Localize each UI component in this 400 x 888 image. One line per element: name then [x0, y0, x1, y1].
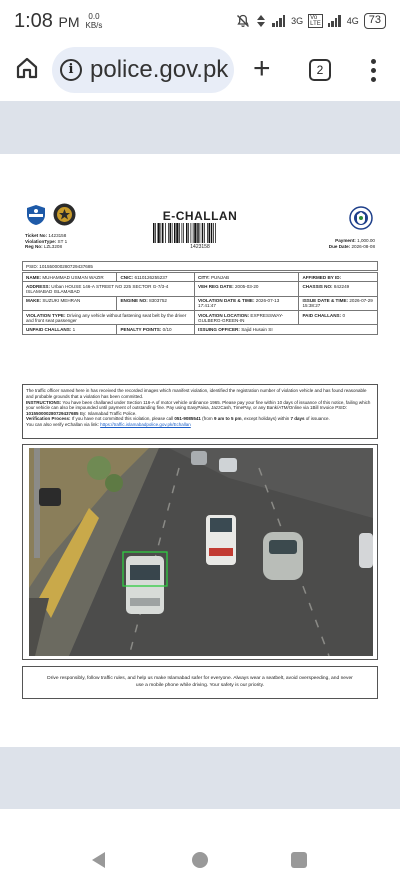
browser-toolbar: [0, 42, 400, 100]
mute-icon: [236, 14, 250, 28]
signal-icon: [328, 15, 342, 27]
barcode-bar: [197, 223, 199, 243]
details-row: [22, 272, 378, 282]
details-cell: VIOLATION LOCATION: EXPRESSWAY-GULBERG-GREEN-IN: [195, 311, 299, 324]
psid-box: [22, 261, 378, 271]
echallan-verify-link[interactable]: https://traffic.islamabadpolice.gov.pk/Echallan: [100, 422, 191, 428]
barcode-bar: [162, 223, 164, 243]
net-speed: 0.0 KB/s: [85, 12, 103, 30]
violation-photo-frame: [22, 444, 378, 660]
battery-indicator: 73: [364, 13, 386, 29]
network-type-label: 4G: [346, 16, 359, 26]
barcode-bar: [211, 223, 213, 243]
clock: 1:08 PM: [14, 9, 80, 32]
details-cell: NAME: MUHAMMAD USMAN WAZIR: [23, 273, 117, 281]
details-cell: VIOLATION TYPE: Driving any vehicle without fastening seat belt by the driver and front seat passenger: [23, 311, 195, 324]
plus-icon[interactable]: +: [253, 52, 271, 85]
payment-info: Payment: 1,000.00 Due Date: 2026-08-08: [328, 238, 375, 249]
barcode-bar: [200, 223, 201, 243]
page-margin-top: [0, 101, 400, 154]
barcode-bar: [209, 223, 211, 243]
status-bar: [0, 0, 400, 42]
barcode-number: 1423158: [190, 244, 210, 250]
e-challan-document: [0, 154, 400, 747]
details-row: [22, 311, 378, 325]
barcode-bar: [188, 223, 189, 243]
barcode-bar: [168, 223, 169, 243]
details-cell: AFFIRMED BY ID:: [302, 274, 342, 280]
safety-message-box: [22, 666, 378, 699]
safety-message: Drive responsibly, follow traffic rules, and help us make Islamabad safer for everyone. Always wear a seatbelt, avoid overspeeding, and never use a mobile phone while driving. Your safety is our priority.: [47, 676, 353, 688]
back-icon[interactable]: [92, 852, 105, 868]
barcode-bar: [182, 223, 183, 243]
tabs-icon[interactable]: 2: [309, 59, 331, 81]
instructions-intro: The traffic officer named here in has received the recorded images which manifest violation, identified the registration number of violation vehicle and has found reasonable and probable grounds that a violation has been committed.: [26, 388, 367, 399]
violation-photo: [29, 448, 373, 656]
details-cell: CITY: PUNJAB: [195, 273, 299, 281]
home-icon[interactable]: [14, 55, 40, 81]
barcode-bar: [191, 223, 192, 243]
barcode-bar: [207, 223, 208, 243]
details-cell: ISSUING OFFICER: Sajid Husain SI: [198, 326, 273, 332]
address-bar[interactable]: [52, 47, 234, 93]
page-margin-bottom: [0, 747, 400, 809]
islamabad-police-crest-icon: [349, 206, 373, 230]
system-nav-bar: [0, 830, 400, 888]
barcode-bar: [165, 223, 166, 243]
barcode-bar: [186, 223, 188, 243]
barcode-bar: [202, 223, 204, 243]
police-badge-logo-icon: [53, 203, 76, 226]
details-cell: CHASSIS NO: 842249: [302, 283, 350, 289]
barcode-bar: [193, 223, 194, 243]
barcode-bar: [158, 223, 160, 243]
details-cell: VIOLATION DATE & TIME: 2026-07-13 17:41:47: [195, 297, 299, 310]
psid: PSID: 101550000280729437685: [26, 263, 93, 269]
page-title: E-CHALLAN: [162, 209, 238, 223]
barcode-bar: [194, 223, 196, 243]
barcode-bar: [176, 223, 178, 243]
signal-icon: [272, 15, 286, 27]
challan-details-table: [22, 272, 378, 335]
details-row: [22, 282, 378, 296]
details-cell: ADDRESS: Urban HOUSE 146-A STREET NO 225 SECTOR G-7/3-4 ISLAMABAD ISLAMABAD: [23, 282, 195, 295]
barcode-bar: [172, 223, 173, 243]
recents-icon[interactable]: [291, 852, 307, 868]
details-cell: CNIC: 6110126255237: [117, 273, 195, 281]
barcode-bar: [215, 223, 216, 243]
home-circle-icon[interactable]: [192, 852, 208, 868]
details-cell: MAKE: SUZUKI MEHRAN: [23, 297, 117, 310]
details-cell: PAID CHALLANS: 0: [302, 312, 345, 318]
network-type-label: 3G: [291, 16, 304, 26]
barcode-bar: [174, 223, 176, 243]
barcode-bar: [213, 223, 214, 243]
info-icon[interactable]: i: [60, 59, 82, 81]
barcode-bar: [179, 223, 180, 243]
details-cell: ISSUE DATE & TIME: 2026-07-29 15:38:27: [302, 298, 373, 309]
menu-icon[interactable]: [368, 57, 378, 83]
barcode-bar: [183, 223, 184, 243]
url-text: police.gov.pk: [90, 56, 229, 83]
details-cell: UNPAID CHALLANS: 1: [23, 325, 117, 333]
barcode-bar: [153, 223, 155, 243]
details-cell: PENALTY POINTS: 0/10: [117, 325, 195, 333]
details-row: [22, 297, 378, 311]
barcode-bar: [204, 223, 205, 243]
data-arrows-icon: [255, 14, 267, 28]
barcode: [153, 223, 245, 243]
barcode-bar: [155, 223, 156, 243]
details-cell: VEH REG DATE: 2005-03-20: [195, 282, 299, 295]
instructions-box: The traffic officer named here in has received the recorded images which manifest violation, identified the registration number of violation vehicle and has found reasonable and probable grounds that a violation has been committed. INSTRUCTIONS: You have been challaned under Section 116-A of motor vehicle ordinance 1965. Please pay your fine within 10 days of issuance of this notice, failing which your vehicle can also be impounded until payment of outstanding fine. Pay using EasyPaisa, JazzCash, TimePay, or any Bank/ATM/Online via 1Bill Invoice PSID: 101550000280729437685 By: Islamabad Traffic Police. Verification Process: If you have not committed this violation, please call 051-9085541 (from 9 am to 5 pm, except holidays) within 7 days of issuance. You can also verify eChallan via link: https://traffic.islamabadpolice.gov.pk/Echallan: [22, 384, 378, 439]
details-cell: ENGINE NO: 8303752: [117, 297, 195, 310]
safe-city-logo-icon: [25, 204, 47, 226]
volte-badge: Vo LTE: [310, 15, 321, 27]
details-row: [22, 325, 378, 334]
barcode-bar: [161, 223, 162, 243]
barcode-bar: [170, 223, 172, 243]
ticket-info: Ticket No: 1423158 ViolationType: ST 1 Reg No: LZL3208: [25, 233, 68, 249]
